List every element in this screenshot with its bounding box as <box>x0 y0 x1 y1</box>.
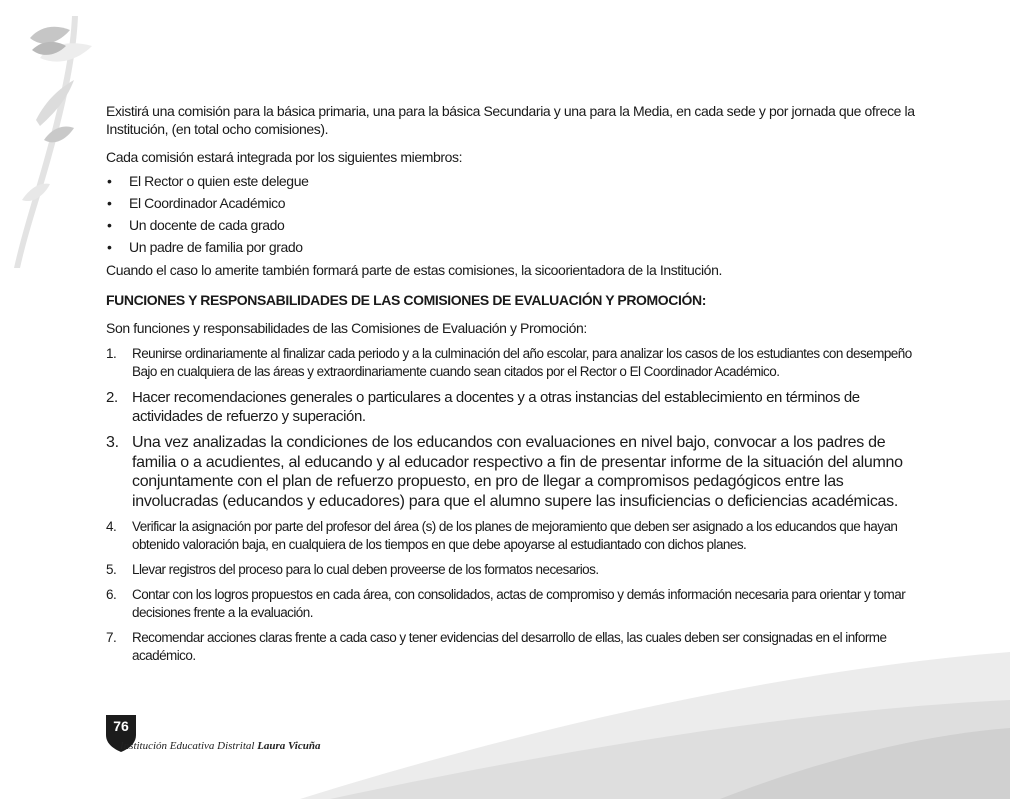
members-list <box>106 170 921 258</box>
institution-prefix: Institución Educativa Distrital <box>120 740 255 752</box>
list-item: • El Rector o quien este delegue <box>106 170 921 192</box>
institution-name: Laura Vicuña <box>257 740 321 752</box>
document-body <box>106 102 921 672</box>
bullet-icon: • <box>107 239 112 255</box>
section-heading: FUNCIONES Y RESPONSABILIDADES DE LAS COMISIONES DE EVALUACIÓN Y PROMOCIÓN: <box>106 292 706 308</box>
functions-intro: Son funciones y responsabilidades de las Comisiones de Evaluación y Promoción: <box>106 320 587 336</box>
list-item: 4. Verificar la asignación por parte del profesor del área (s) de los planes de mejoramiento que deben ser asignado a los educandos que hayan obtenido valoración baja, en cualquiera de los tiempos en que debe apoyarse al estudiantado con dichos planes. <box>106 519 898 552</box>
note-paragraph: Cuando el caso lo amerite también formará parte de estas comisiones, la sicoorientadora de la Institución. <box>106 262 722 278</box>
bullet-icon: • <box>107 173 112 189</box>
list-item: 7. Recomendar acciones claras frente a cada caso y tener evidencias del desarrollo de ellas, las cuales deben ser consignadas en el informe académico. <box>106 630 887 663</box>
list-item: 5. Llevar registros del proceso para lo cual deben proveerse de los formatos necesarios. <box>106 562 599 577</box>
list-item: 1. Reunirse ordinariamente al finalizar cada periodo y a la culminación del año escolar, para analizar los casos de los estudiantes con desempeño Bajo en cualquiera de las áreas y extraordinariamente cuando sean citados por el Rector o El Coordinador Académico. <box>106 346 912 379</box>
intro-paragraph: Existirá una comisión para la básica primaria, una para la básica Secundaria y una para la Media, en cada sede y por jornada que ofrece la Institución, (en total ocho comisiones). <box>106 103 915 137</box>
functions-list <box>106 345 921 665</box>
list-item: 3. Una vez analizadas la condiciones de los educandos con evaluaciones en nivel bajo, convocar a los padres de familia o a acudientes, al educando y al educador respectivo a fin de presentar informe de la situación del alumno conjuntamente con el plan de refuerzo propuesto, en pro de llegar a compromisos pedagógicos entre las involucradas (educandos y educadores) para que el alumno supere las insuficiencias o deficiencias académicas. <box>106 434 903 510</box>
bullet-icon: • <box>107 217 112 233</box>
footer-institution <box>120 740 320 752</box>
list-item: • Un docente de cada grado <box>106 214 921 236</box>
list-item: 2. Hacer recomendaciones generales o particulares a docentes y a otras instancias del establecimiento en términos de actividades de refuerzo y superación. <box>106 389 860 425</box>
page-number: 76 <box>113 718 129 734</box>
list-item: • El Coordinador Académico <box>106 192 921 214</box>
list-item: • Un padre de familia por grado <box>106 236 921 258</box>
list-item: 6. Contar con los logros propuestos en cada área, con consolidados, actas de compromiso y demás información necesaria para orientar y tomar decisiones frente a la evaluación. <box>106 587 906 620</box>
members-intro: Cada comisión estará integrada por los siguientes miembros: <box>106 149 463 165</box>
bullet-icon: • <box>107 195 112 211</box>
floral-decoration <box>0 0 110 270</box>
